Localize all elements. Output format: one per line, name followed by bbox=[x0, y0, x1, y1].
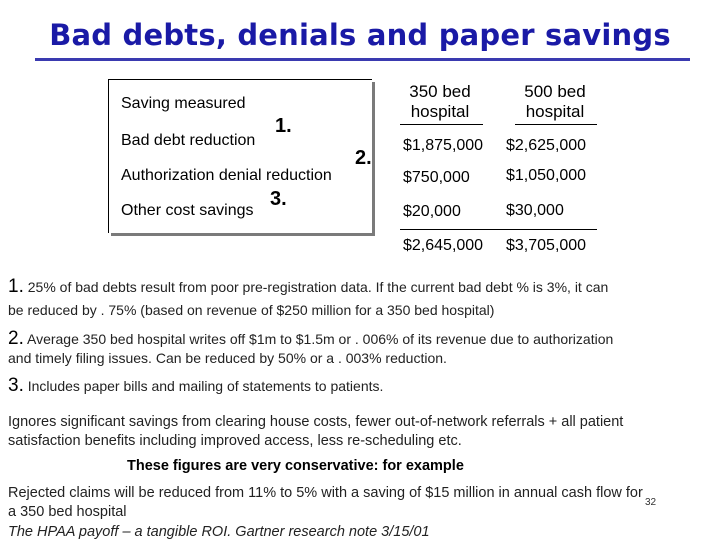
col-header-350 bbox=[397, 82, 483, 122]
col-header-500-line1: 500 bed bbox=[524, 82, 586, 101]
footnote-3-line1: Includes paper bills and mailing of statements to patients. bbox=[27, 378, 384, 394]
footnote-2-line1: Average 350 bed hospital writes off $1m to $1.5m or . 006% of its revenue due to authorization bbox=[26, 331, 614, 347]
slide-title: Bad debts, denials and paper savings bbox=[49, 18, 671, 52]
col-header-350-line2: hospital bbox=[410, 102, 470, 121]
footnote-3 bbox=[8, 375, 383, 397]
total-rule bbox=[400, 229, 597, 230]
ignores-line1: Ignores significant savings from clearing house costs, fewer out-of-network referrals + all patient bbox=[8, 414, 624, 430]
source-citation: The HPAA payoff – a tangible ROI. Gartner research note 3/15/01 bbox=[8, 524, 430, 540]
footnote-2-line2: and timely filing issues. Can be reduced by 50% or a . 003% reduction. bbox=[8, 350, 447, 366]
col-header-350-line1: 350 bed bbox=[409, 82, 471, 101]
footnote-2 bbox=[8, 328, 613, 350]
cell-500-bad-debt: $2,625,000 bbox=[506, 137, 587, 154]
cell-500-auth-denial: $1,050,000 bbox=[506, 167, 587, 184]
row-num-2: 2. bbox=[355, 147, 372, 169]
row-label-bad-debt: Bad debt reduction bbox=[121, 132, 256, 149]
ignores-line2: satisfaction benefits including improved access, less re-scheduling etc. bbox=[8, 433, 462, 449]
col-header-350-underline bbox=[400, 124, 483, 125]
footnote-1-num: 1. bbox=[8, 276, 24, 297]
footnote-2-num: 2. bbox=[8, 328, 24, 349]
col-header-500 bbox=[512, 82, 598, 122]
example-line2: a 350 bed hospital bbox=[8, 504, 127, 520]
footnote-1 bbox=[8, 276, 608, 298]
footnote-3-num: 3. bbox=[8, 375, 24, 396]
cell-350-other-cost: $20,000 bbox=[403, 203, 461, 220]
total-350: $2,645,000 bbox=[403, 237, 484, 254]
footnote-1-line1: 25% of bad debts result from poor pre-registration data. If the current bad debt % is 3%, it can bbox=[27, 279, 609, 295]
row-num-3: 3. bbox=[270, 188, 287, 210]
inset-header: Saving measured bbox=[121, 95, 246, 112]
conservative-statement: These figures are very conservative: for example bbox=[127, 458, 464, 474]
cell-500-other-cost: $30,000 bbox=[506, 202, 564, 219]
col-header-500-underline bbox=[515, 124, 597, 125]
row-num-1: 1. bbox=[275, 115, 292, 137]
page-number: 32 bbox=[645, 497, 657, 508]
col-header-500-line2: hospital bbox=[525, 102, 585, 121]
row-label-other-cost: Other cost savings bbox=[121, 202, 254, 219]
example-line1: Rejected claims will be reduced from 11% to 5% with a saving of $15 million in annual cash flow for bbox=[8, 485, 643, 501]
title-rule bbox=[35, 58, 690, 61]
total-500: $3,705,000 bbox=[506, 237, 587, 254]
cell-350-auth-denial: $750,000 bbox=[403, 169, 470, 186]
footnote-1-line2: be reduced by . 75% (based on revenue of $250 million for a 350 bed hospital) bbox=[8, 302, 495, 318]
row-label-auth-denial: Authorization denial reduction bbox=[121, 167, 332, 184]
cell-350-bad-debt: $1,875,000 bbox=[403, 137, 484, 154]
